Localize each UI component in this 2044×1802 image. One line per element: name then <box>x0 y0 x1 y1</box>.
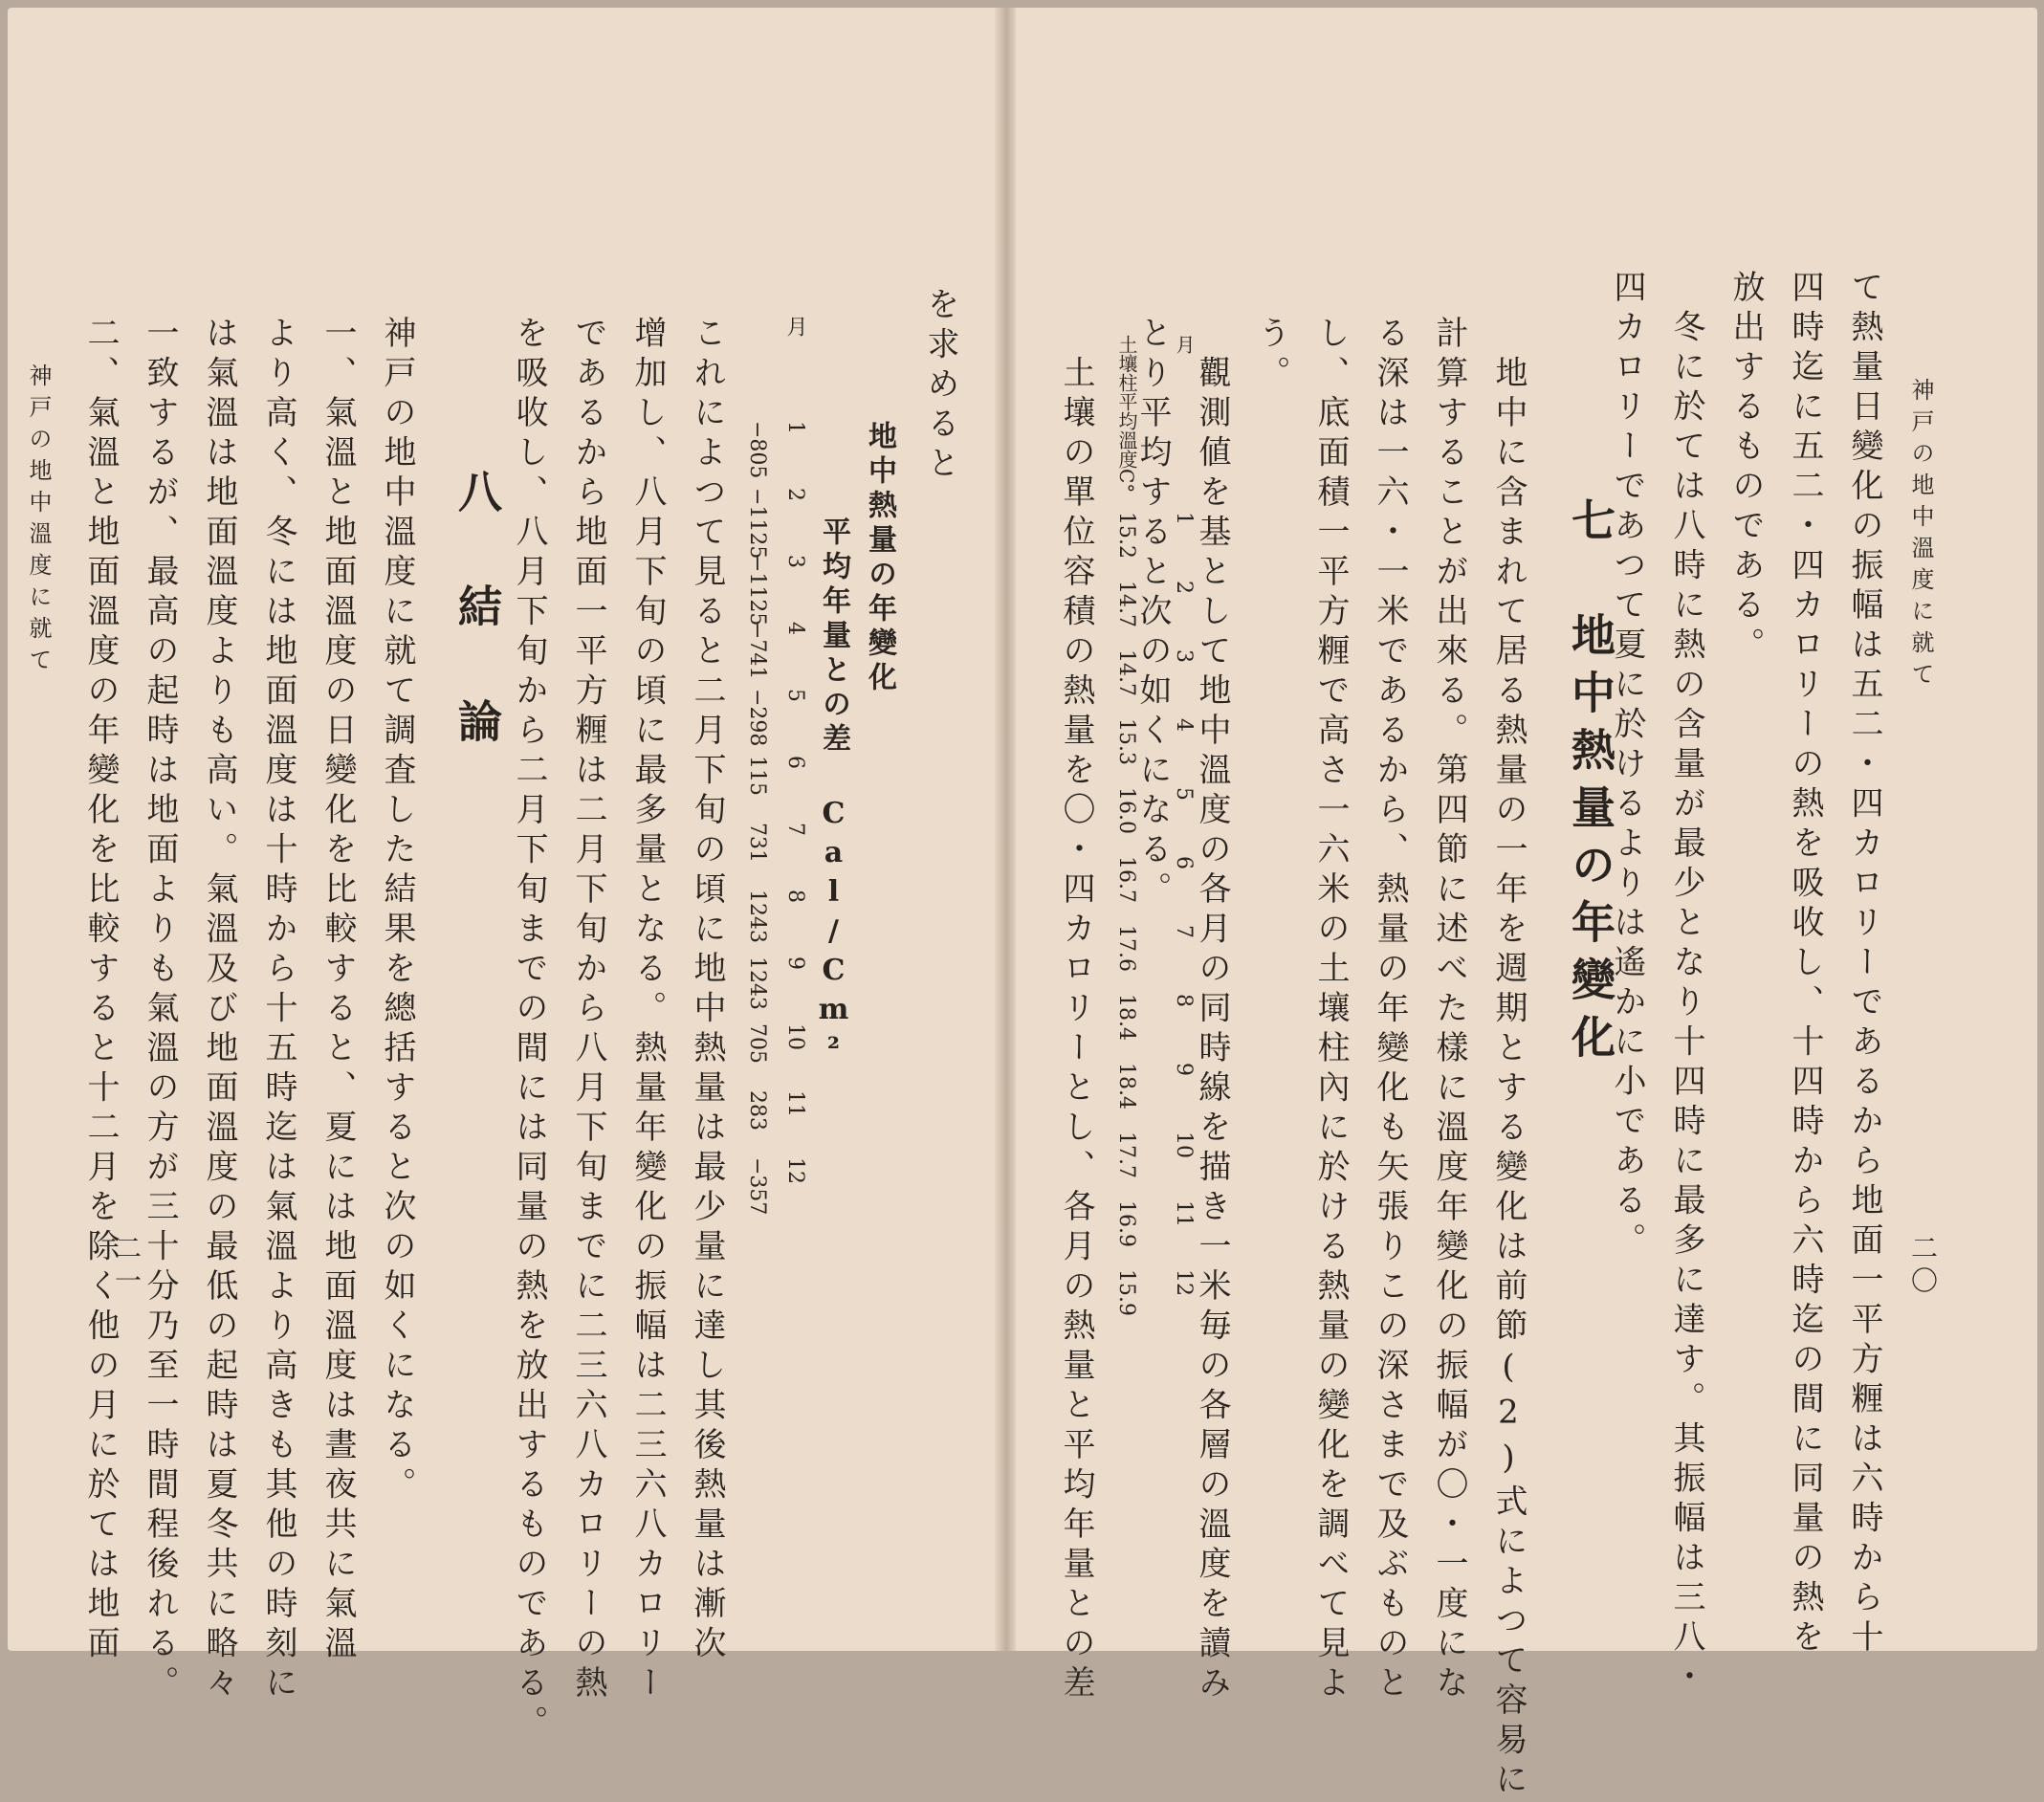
right-table-month: 8 <box>1172 994 1196 1007</box>
left-body-column-6: 一、氣溫と地面溫度の日變化を比較すると、夏には地面溫度は晝夜共に氣溫 <box>319 316 357 1665</box>
right-table-value: 18.4 <box>1114 1063 1138 1110</box>
left-table-value: 731 <box>745 823 769 863</box>
right-table-value: 16.0 <box>1114 787 1138 834</box>
left-table-value: −805 <box>745 421 769 479</box>
right-table-month: 5 <box>1172 787 1196 801</box>
right-body-column-2: 計算することが出來る。第四節に述べた樣に溫度年變化の振幅が〇・一度にな <box>1430 316 1468 1705</box>
left-table-value: 1243 <box>745 890 769 943</box>
right-body-column-5: う。 <box>1252 316 1290 395</box>
right-table-value: 15.2 <box>1114 512 1138 559</box>
right-table-month: 11 <box>1172 1200 1196 1227</box>
left-table-value: −1125 <box>745 488 769 560</box>
left-body-column-9: 一致するが、最高の起時は地面よりも氣溫の方が三十分乃至一時間程後れる。 <box>141 316 179 1705</box>
right-body-column-last: 土壤の單位容積の熱量を〇・四カロリーとし、各月の熱量と平均年量との差 <box>1057 316 1095 1705</box>
right-table-value: 15.9 <box>1114 1269 1138 1316</box>
left-table-month: 10 <box>783 1023 807 1050</box>
left-table-month: 12 <box>783 1157 807 1184</box>
right-table-month: 10 <box>1172 1132 1196 1158</box>
right-table-value: 14.7 <box>1114 649 1138 696</box>
right-body-column-1: 地中に含まれて居る熱量の一年を週期とする變化は前節(2)式によつて容易に <box>1489 316 1528 1802</box>
right-table-value: 15.3 <box>1114 718 1138 765</box>
right-text-column-3: 放出するものである。 <box>1726 270 1765 667</box>
right-table-month: 12 <box>1172 1269 1196 1296</box>
right-page-number: 二〇 <box>1907 1234 1939 1299</box>
left-body-column-2: 增加し、八月下旬の頃に最多量となる。熱量年變化の振幅は二三六八カロリー <box>628 316 667 1705</box>
left-table-month: 9 <box>783 956 807 970</box>
right-table-value-row <box>1115 335 1136 1338</box>
left-table-month: 8 <box>783 890 807 903</box>
left-table-value: 705 <box>745 1023 769 1064</box>
left-body-column-8: は氣溫は地面溫度よりも高い。氣溫及び地面溫度の最低の起時は夏冬共に略々 <box>200 316 238 1705</box>
left-table-value: 283 <box>745 1090 769 1131</box>
left-table-value: 115 <box>745 756 769 796</box>
left-table-month: 4 <box>783 622 807 635</box>
right-table-month: 7 <box>1172 925 1196 938</box>
left-table-month: 7 <box>783 823 807 836</box>
right-running-head: 神戸の地中溫度に就て <box>1907 378 1934 693</box>
left-table-title: 地中熱量の年變化 <box>863 421 896 696</box>
left-table-month: 5 <box>783 689 807 702</box>
left-body-column-7: より高く、冬には地面溫度は十時から十五時迄は氣溫より高きも其他の時刻に <box>259 316 297 1705</box>
left-running-head: 神戸の地中溫度に就て <box>25 363 52 679</box>
right-table-value: 17.7 <box>1114 1132 1138 1178</box>
right-table-header-label: 月 <box>1173 335 1196 354</box>
section-heading-8: 八 結 論 <box>451 469 503 756</box>
left-body-column-3: であるから地面一平方糎は二月下旬から八月下旬までに二三六八カロリーの熱 <box>569 316 607 1705</box>
left-body-column-1: これによつて見ると二月下旬の頃に地中熱量は最少量に達し其後熱量は漸次 <box>688 316 726 1665</box>
right-table-value: 17.6 <box>1114 925 1138 972</box>
right-body-column-3: る深は一六・一米であるから、熱量の年變化も矢張りこの深さまで及ぶものと <box>1371 316 1409 1705</box>
right-table-value: 16.7 <box>1114 856 1138 903</box>
left-table-month: 11 <box>783 1090 807 1117</box>
left-table-value: −741 <box>745 622 769 680</box>
left-page-number: 二一 <box>111 1234 143 1299</box>
right-body-column-7: とり平均すると次の如くになる。 <box>1133 316 1172 912</box>
right-table-month: 3 <box>1172 649 1196 663</box>
right-table-row-label: 土壤柱平均溫度C° <box>1115 335 1138 494</box>
left-table-month: 2 <box>783 488 807 501</box>
right-table-month: 1 <box>1172 512 1196 525</box>
left-table-value: −1125 <box>745 555 769 626</box>
left-text-column-1: を求めると <box>921 287 959 486</box>
right-text-column-5: 四カロリーであつて夏に於けるよりは遙かに小である。 <box>1608 270 1646 1263</box>
left-body-column-4: を吸收し、八月下旬から二月下旬までの間には同量の熱を放出するものである。 <box>510 316 548 1745</box>
left-table-month: 6 <box>783 756 807 769</box>
right-body-column-4: し、底面積一平方糎で高さ一六米の土壤柱內に於ける熱量の變化を調べて見よ <box>1311 316 1350 1705</box>
left-body-column-5: 神戸の地中溫度に就て調査した結果を總括すると次の如くになる。 <box>378 316 416 1506</box>
right-table-value: 14.7 <box>1114 581 1138 627</box>
left-table-value: −298 <box>745 689 769 747</box>
left-body-column-10: 二、氣溫と地面溫度の年變化を比較すると十二月を除く他の月に於ては地面 <box>81 316 120 1665</box>
left-table-value-row <box>746 316 767 1224</box>
right-table-month: 4 <box>1172 718 1196 732</box>
right-table-month-row <box>1173 335 1194 1338</box>
section-heading-7: 七 地中熱量の年變化 <box>1565 497 1616 1071</box>
left-table-header-label: 月 <box>783 316 807 337</box>
right-text-column-4: 冬に於ては八時に熱の含量が最少となり十四時に最多に達す。其振幅は三八・ <box>1667 270 1705 1699</box>
left-table-value: −357 <box>745 1157 769 1216</box>
left-table-value: 1243 <box>745 956 769 1010</box>
left-table-subtitle: 平均年量との差 Cal/Cm² <box>817 516 850 1071</box>
right-text-column-1: て熱量日變化の振幅は五二・四カロリーであるから地面一平方糎は六時から十 <box>1845 270 1883 1659</box>
left-table-row-spacer <box>746 316 767 421</box>
right-table-value: 18.4 <box>1114 994 1138 1041</box>
right-table-value: 16.9 <box>1114 1200 1138 1247</box>
right-table-month: 9 <box>1172 1063 1196 1076</box>
right-text-column-2: 四時迄に五二・四カロリーの熱を吸收し、十四時から六時迄の間に同量の熱を <box>1786 270 1824 1659</box>
book-gutter <box>995 8 1016 1651</box>
right-body-column-6: 觀測値を基として地中溫度の各月の同時線を描き一米毎の各層の溫度を讀み <box>1193 316 1231 1705</box>
left-table-month: 1 <box>783 421 807 434</box>
right-table-month: 2 <box>1172 581 1196 594</box>
left-table-month: 3 <box>783 555 807 568</box>
left-table-month-row <box>784 316 805 1224</box>
right-table-month: 6 <box>1172 856 1196 869</box>
